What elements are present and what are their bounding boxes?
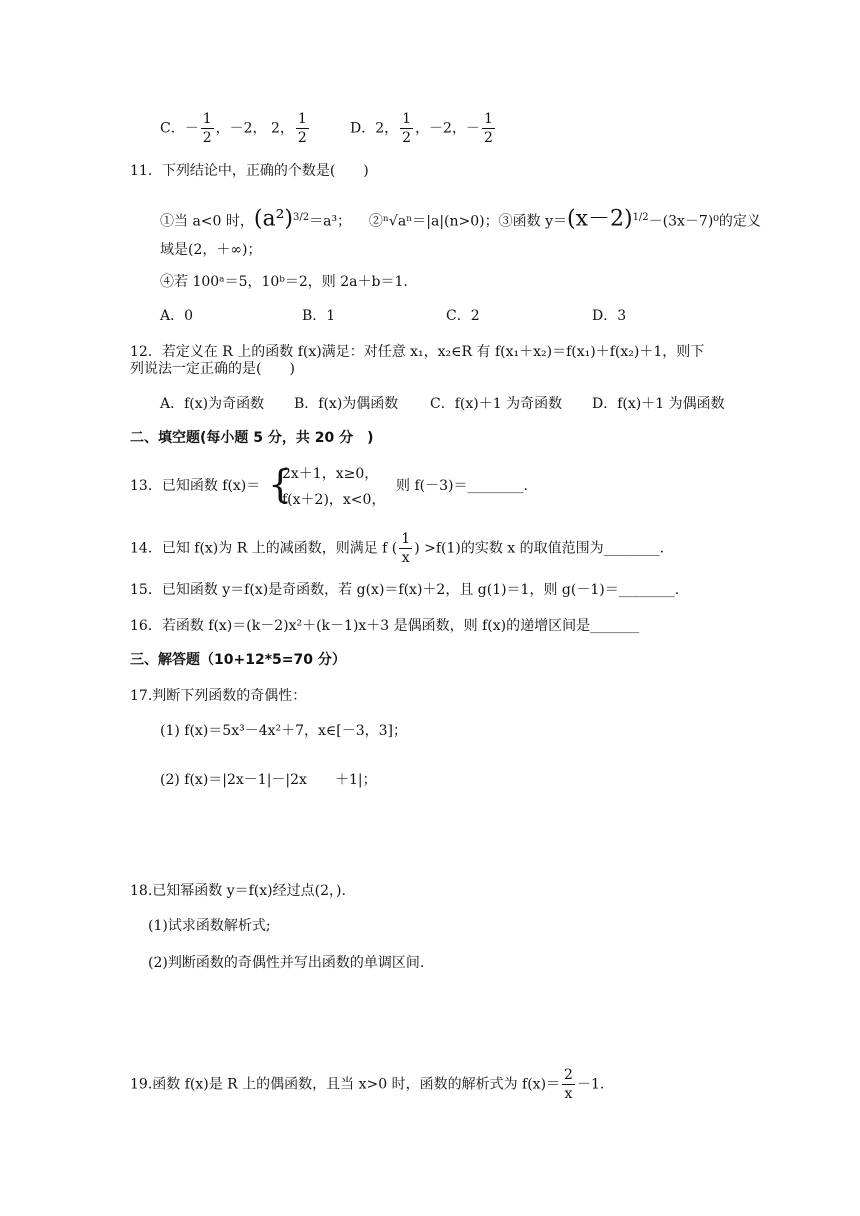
fraction-denominator: 2 [202, 130, 212, 146]
q17-part1: (1) f(x)＝5x³－4x²＋7，x∈[－3，3]； [160, 723, 408, 739]
q18-part2: (2)判断函数的奇偶性并写出函数的单调区间. [148, 955, 425, 971]
section-2-heading: 二、填空题(每小题 5 分，共 20 分 ) [130, 430, 374, 446]
q11-option-c: C．2 [446, 308, 480, 324]
exponent-1-2: 1/2 [632, 212, 649, 223]
q10-option-c [160, 110, 311, 147]
q13-case1: 2x＋1，x≥0， [282, 466, 379, 482]
fraction-numerator: 1 [402, 111, 412, 127]
q15: 15．已知函数 y＝f(x)是奇函数，若 g(x)＝f(x)＋2，且 g(1)＝1，则 g(－1)＝________. [130, 582, 680, 598]
fraction-numerator: 1 [483, 111, 493, 127]
q19-fraction [562, 1066, 575, 1103]
q18-part1: (1)试求函数解析式; [148, 918, 271, 934]
q11-item3: －(3x－7)⁰的定义 [648, 213, 761, 230]
q12-option-c: C．f(x)＋1 为奇函数 [430, 396, 563, 412]
q11-option-b: B．1 [302, 308, 336, 324]
q11-item3b: 域是(2，＋∞)； [160, 242, 262, 258]
q17-part2: (2) f(x)＝|2x－1|－|2x ＋1|； [160, 772, 377, 788]
q11-stem: 11．下列结论中，正确的个数是( ) [130, 163, 369, 179]
q12-stem-line2: 列说法一定正确的是( ) [130, 361, 295, 377]
q13-stem: 13．已知函数 f(x)＝ [130, 478, 261, 494]
q10-optc-mid: ，－2， 2， [215, 120, 294, 137]
q14-stem: 14．已知 f(x)为 R 上的减函数，则满足 f ( [130, 540, 398, 557]
fraction-denominator: x [401, 550, 410, 566]
fraction-denominator: 2 [402, 130, 412, 146]
q12-option-d: D．f(x)＋1 为偶函数 [592, 396, 725, 412]
q18-stem: 18.已知幂函数 y＝f(x)经过点(2，). [130, 883, 346, 899]
q12-option-a: A．f(x)为奇函数 [160, 396, 265, 412]
q14-fraction [399, 530, 412, 567]
power-expression: (a²) [253, 206, 293, 232]
q14-tail: ) >f(1)的实数 x 的取值范围为________. [414, 540, 665, 557]
fraction-denominator: 2 [297, 130, 307, 146]
q11-option-a: A．0 [160, 308, 194, 324]
q11-item1a: ①当 a<0 时， [160, 213, 254, 230]
q10-optd-mid: ，－2，－ [415, 120, 480, 137]
fraction-numerator: 1 [297, 111, 307, 127]
q13-case2: f(x＋2)，x<0， [282, 492, 386, 508]
q13-tail: 则 f(－3)＝________. [396, 478, 528, 494]
section-3-heading: 三、解答题（10+12*5=70 分） [130, 652, 346, 668]
q19-line [130, 1066, 604, 1103]
exponent-3-2: 3/2 [293, 212, 310, 223]
q10-optc-fraction [201, 110, 214, 147]
q10-optc-text: C．－ [160, 120, 199, 137]
q19-stem: 19.函数 f(x)是 R 上的偶函数，且当 x>0 时，函数的解析式为 f(x)＝ [130, 1076, 561, 1093]
fraction-numerator: 2 [564, 1067, 573, 1083]
fraction-denominator: 2 [483, 130, 493, 146]
left-brace-icon: { [268, 462, 293, 506]
q10-optd-text: D．2， [350, 120, 399, 137]
power-expression-2: (x－2) [566, 206, 633, 232]
q11-item2: ②ⁿ√aⁿ＝|a|(n>0)；③函数 y＝ [368, 213, 567, 230]
q14-line [130, 530, 664, 567]
q10-optd-fraction2 [482, 110, 495, 147]
q11-items-line1 [160, 208, 761, 232]
q19-tail: －1. [576, 1076, 605, 1093]
q11-option-d: D．3 [592, 308, 627, 324]
q10-optc-fraction2 [296, 110, 309, 147]
fraction-denominator: x [564, 1086, 573, 1102]
q17-stem: 17.判断下列函数的奇偶性： [130, 688, 307, 704]
q16: 16．若函数 f(x)＝(k－2)x²＋(k－1)x＋3 是偶函数，则 f(x)的递增区间是_______ [130, 618, 640, 634]
q10-option-d [350, 110, 497, 147]
q11-item1b: ＝a³； [309, 213, 352, 230]
fraction-numerator: 1 [202, 111, 212, 127]
q12-option-b: B．f(x)为偶函数 [294, 396, 399, 412]
fraction-numerator: 1 [401, 531, 411, 547]
q10-optd-fraction [400, 110, 413, 147]
q12-stem-line1: 12．若定义在 R 上的函数 f(x)满足：对任意 x₁，x₂∈R 有 f(x₁＋x₂)＝f(x₁)＋f(x₂)＋1，则下 [130, 344, 705, 360]
q11-item4: ④若 100ᵃ＝5，10ᵇ＝2，则 2a＋b＝1. [160, 274, 408, 290]
